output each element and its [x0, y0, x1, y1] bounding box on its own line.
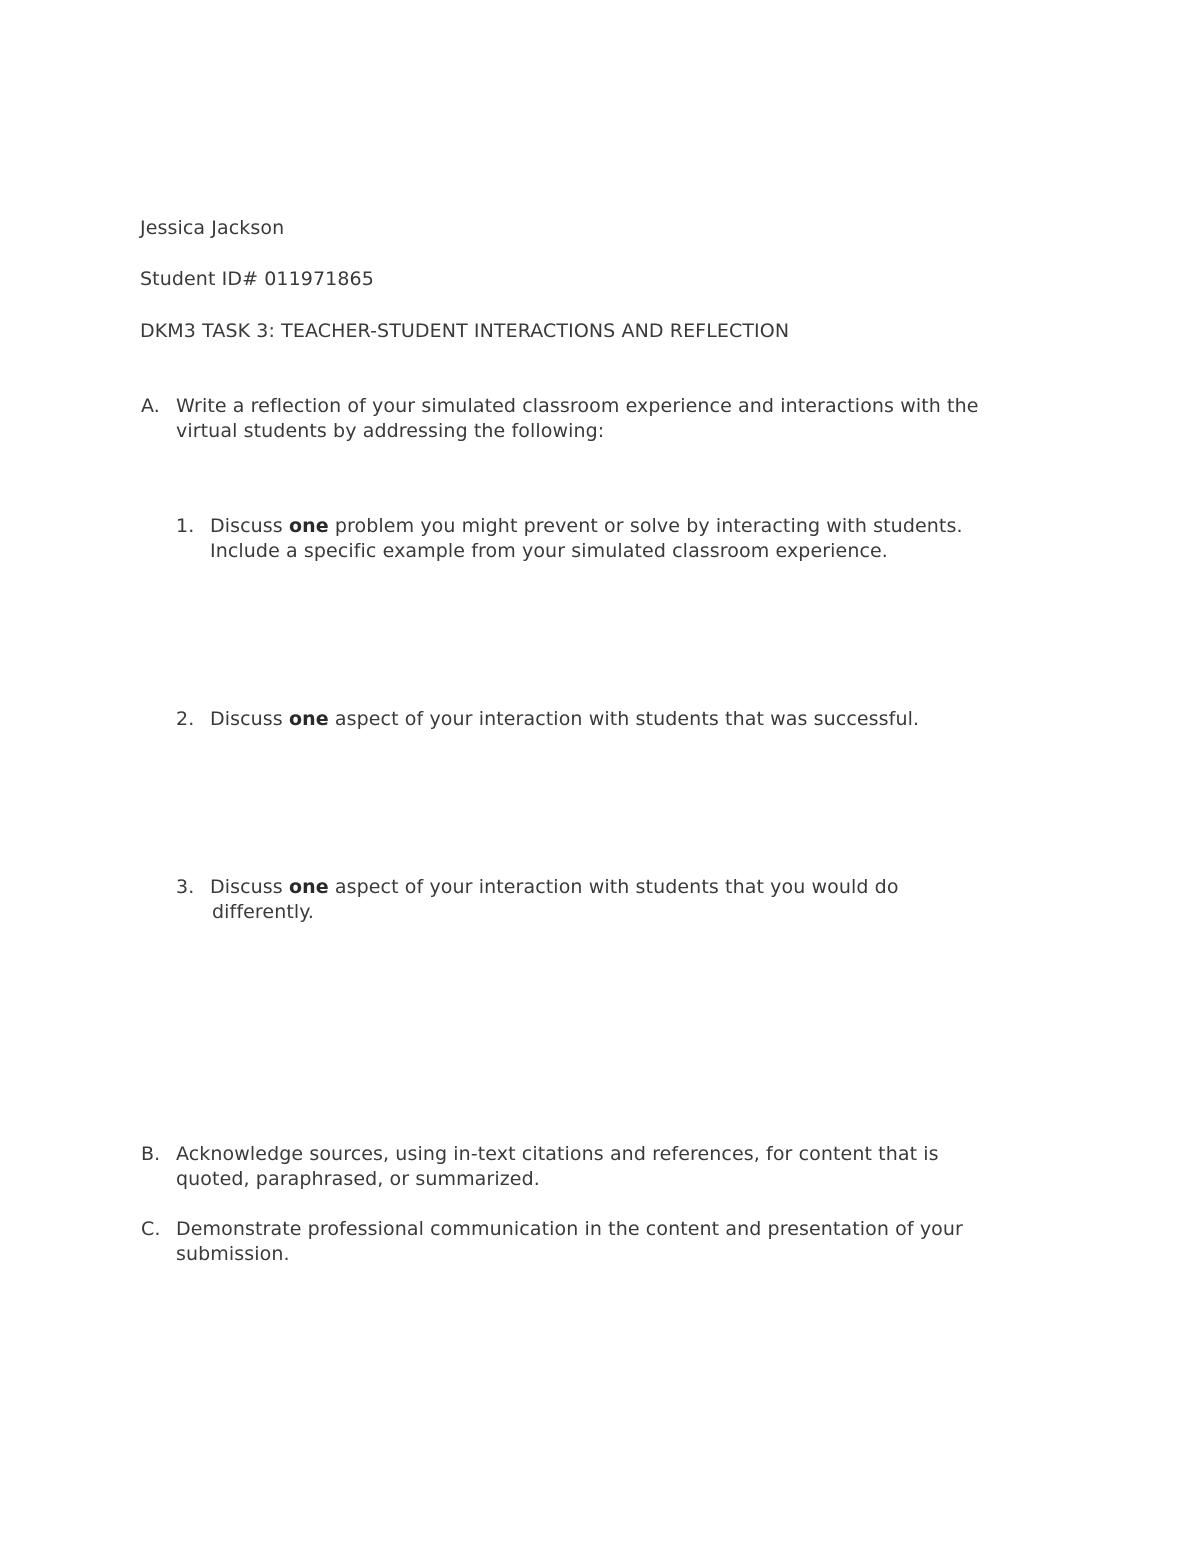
- item-1-emphasis: one: [288, 515, 329, 537]
- item-3-line-1: [210, 875, 899, 900]
- section-b-marker: B.: [141, 1143, 161, 1165]
- section-c-line-1: Demonstrate professional communication in the content and presentation of your: [176, 1218, 963, 1240]
- item-3-rest: aspect of your interaction with students that you would do: [328, 876, 899, 898]
- item-3-marker: 3.: [176, 876, 195, 898]
- section-b-line-2: quoted, paraphrased, or summarized.: [176, 1168, 540, 1190]
- section-a-line-1: Write a reflection of your simulated classroom experience and interactions with the: [176, 395, 979, 417]
- item-2-prefix: Discuss: [210, 708, 289, 730]
- task-title: DKM3 TASK 3: TEACHER-STUDENT INTERACTIONS AND REFLECTION: [140, 320, 790, 342]
- item-3-prefix: Discuss: [210, 876, 289, 898]
- section-a-line-2: virtual students by addressing the following:: [176, 420, 605, 442]
- author-name: Jessica Jackson: [140, 217, 285, 239]
- item-2-line-1: [210, 707, 919, 732]
- item-3-emphasis: one: [288, 876, 329, 898]
- item-1-prefix: Discuss: [210, 515, 289, 537]
- item-2-rest: aspect of your interaction with students that was successful.: [328, 708, 920, 730]
- item-1-line-2: Include a specific example from your simulated classroom experience.: [210, 540, 888, 562]
- student-id: Student ID# 011971865: [140, 268, 374, 290]
- section-b-line-1: Acknowledge sources, using in-text citations and references, for content that is: [176, 1143, 939, 1165]
- item-2-emphasis: one: [288, 708, 329, 730]
- item-1-rest: problem you might prevent or solve by interacting with students.: [328, 515, 963, 537]
- section-a-marker: A.: [141, 395, 160, 417]
- item-1-marker: 1.: [176, 515, 195, 537]
- item-2-marker: 2.: [176, 708, 195, 730]
- item-1-line-1: [210, 514, 963, 539]
- item-3-line-2: differently.: [212, 901, 315, 923]
- section-c-line-2: submission.: [176, 1243, 290, 1265]
- section-c-marker: C.: [141, 1218, 161, 1240]
